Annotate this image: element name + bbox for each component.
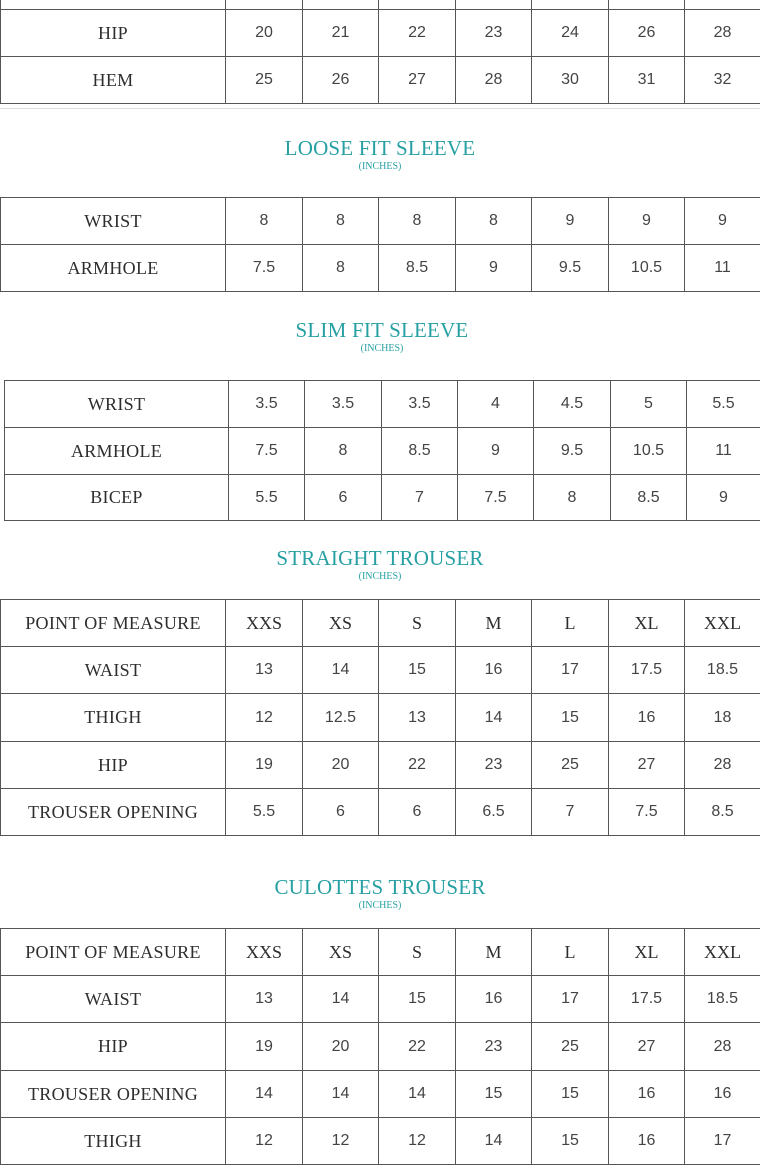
row-label: WAIST bbox=[1, 976, 226, 1023]
cell: 8 bbox=[534, 475, 611, 521]
section-units: (INCHES) bbox=[0, 900, 760, 912]
row-label: THIGH bbox=[1, 694, 226, 742]
cell: 5.5 bbox=[687, 381, 760, 428]
loose-fit-sleeve-table bbox=[0, 197, 760, 292]
cell: 9.5 bbox=[532, 245, 609, 292]
cell: 28 bbox=[685, 742, 760, 789]
size-header: XS bbox=[303, 929, 379, 976]
cell: 16 bbox=[456, 976, 532, 1023]
row-label: POINT OF MEASURE bbox=[1, 600, 226, 647]
cell: 17 bbox=[685, 1118, 760, 1165]
size-header: M bbox=[456, 600, 532, 647]
table-header-row bbox=[1, 600, 760, 647]
cell: 4.5 bbox=[534, 381, 611, 428]
cell: 27 bbox=[379, 57, 456, 104]
row-label: WRIST bbox=[1, 198, 226, 245]
table-row bbox=[1, 245, 760, 292]
cell: 14 bbox=[303, 1071, 379, 1118]
cell: 20 bbox=[303, 742, 379, 789]
cell: 25 bbox=[226, 57, 303, 104]
cell: 14 bbox=[303, 976, 379, 1023]
section-divider bbox=[0, 108, 760, 109]
cell: 17 bbox=[532, 976, 609, 1023]
row-label: TROUSER OPENING bbox=[1, 1071, 226, 1118]
cell: 28 bbox=[685, 10, 760, 57]
cell: 6 bbox=[305, 475, 382, 521]
row-label: HIP bbox=[1, 10, 226, 57]
cell: 18 bbox=[685, 694, 760, 742]
cell: 8 bbox=[226, 198, 303, 245]
cell: 8 bbox=[305, 428, 382, 475]
cell: 12 bbox=[379, 1118, 456, 1165]
section-units: (INCHES) bbox=[2, 343, 760, 355]
section-title: LOOSE FIT SLEEVE bbox=[0, 137, 760, 159]
cell: 28 bbox=[685, 1023, 760, 1071]
table-row bbox=[5, 428, 760, 475]
cell: 27 bbox=[609, 1023, 685, 1071]
row-label: WAIST bbox=[1, 647, 226, 694]
cell: 8 bbox=[303, 198, 379, 245]
cell: 14 bbox=[456, 694, 532, 742]
cell: 18.5 bbox=[685, 647, 760, 694]
cell: 12 bbox=[226, 1118, 303, 1165]
cell: 8 bbox=[379, 198, 456, 245]
cell: 3.5 bbox=[382, 381, 458, 428]
table-row bbox=[5, 381, 760, 428]
straight-trouser-table bbox=[0, 599, 760, 836]
cell: 24 bbox=[532, 10, 609, 57]
cell: 6 bbox=[303, 789, 379, 836]
row-label: ARMHOLE bbox=[5, 428, 229, 475]
size-header: L bbox=[532, 600, 609, 647]
cell: 5.5 bbox=[226, 789, 303, 836]
section-title: CULOTTES TROUSER bbox=[0, 876, 760, 898]
cell: 14 bbox=[226, 1071, 303, 1118]
cell: 28 bbox=[456, 57, 532, 104]
cell: 20 bbox=[226, 10, 303, 57]
cell: 22 bbox=[379, 1023, 456, 1071]
slim-fit-sleeve-table bbox=[4, 380, 760, 521]
cell: 14 bbox=[379, 1071, 456, 1118]
cell: 7.5 bbox=[229, 428, 305, 475]
cell: 10.5 bbox=[609, 245, 685, 292]
cell: 12 bbox=[303, 1118, 379, 1165]
cell: 23 bbox=[456, 10, 532, 57]
cell: 20 bbox=[303, 1023, 379, 1071]
cell: 9 bbox=[456, 245, 532, 292]
row-label: ARMHOLE bbox=[1, 245, 226, 292]
cell: 14 bbox=[303, 647, 379, 694]
cell: 16 bbox=[609, 1071, 685, 1118]
cell: 22 bbox=[379, 10, 456, 57]
cell: 16 bbox=[609, 694, 685, 742]
cell: 5.5 bbox=[229, 475, 305, 521]
table-row bbox=[1, 57, 760, 104]
cell: 9.5 bbox=[534, 428, 611, 475]
size-header: XXS bbox=[226, 929, 303, 976]
cell: 27 bbox=[609, 742, 685, 789]
cell: 7 bbox=[382, 475, 458, 521]
table-row bbox=[1, 1023, 760, 1071]
cell: 19 bbox=[226, 742, 303, 789]
cell: 4 bbox=[458, 381, 534, 428]
size-header: XL bbox=[609, 600, 685, 647]
cell: 21 bbox=[303, 10, 379, 57]
cell: 15 bbox=[532, 1118, 609, 1165]
cell: 15 bbox=[456, 1071, 532, 1118]
row-label: THIGH bbox=[1, 1118, 226, 1165]
cell: 8 bbox=[303, 245, 379, 292]
cell: 9 bbox=[685, 198, 760, 245]
cell: 5 bbox=[611, 381, 687, 428]
cell: 9 bbox=[458, 428, 534, 475]
table-row bbox=[1, 10, 760, 57]
cell: 9 bbox=[687, 475, 760, 521]
cell: 26 bbox=[609, 10, 685, 57]
cell: 7.5 bbox=[458, 475, 534, 521]
cell: 25 bbox=[532, 1023, 609, 1071]
table-row bbox=[1, 1071, 760, 1118]
size-header: XXL bbox=[685, 929, 760, 976]
cell: 23 bbox=[456, 742, 532, 789]
row-label: HEM bbox=[1, 57, 226, 104]
cell: 8 bbox=[456, 198, 532, 245]
cell: 17.5 bbox=[609, 647, 685, 694]
section-units: (INCHES) bbox=[0, 571, 760, 583]
section-title: SLIM FIT SLEEVE bbox=[2, 319, 760, 341]
culottes-trouser-table bbox=[0, 928, 760, 1165]
cell: 8.5 bbox=[379, 245, 456, 292]
cell: 25 bbox=[532, 742, 609, 789]
row-label: HIP bbox=[1, 1023, 226, 1071]
cell: 26 bbox=[303, 57, 379, 104]
table-header-row bbox=[1, 929, 760, 976]
cell: 8.5 bbox=[685, 789, 760, 836]
table-row bbox=[1, 0, 760, 10]
cell: 7 bbox=[532, 789, 609, 836]
cell: 10.5 bbox=[611, 428, 687, 475]
size-header: XXS bbox=[226, 600, 303, 647]
table-row bbox=[1, 694, 760, 742]
cell: 15 bbox=[379, 647, 456, 694]
top-size-table bbox=[0, 0, 760, 104]
cell: 30 bbox=[532, 57, 609, 104]
size-header: L bbox=[532, 929, 609, 976]
cell: 8.5 bbox=[611, 475, 687, 521]
cell: 16 bbox=[609, 1118, 685, 1165]
cell: 9 bbox=[609, 198, 685, 245]
cell: 11 bbox=[685, 245, 760, 292]
size-header: M bbox=[456, 929, 532, 976]
section-title: STRAIGHT TROUSER bbox=[0, 547, 760, 569]
cell: 22 bbox=[379, 742, 456, 789]
cell: 15 bbox=[379, 976, 456, 1023]
cell: 11 bbox=[687, 428, 760, 475]
table-row bbox=[5, 475, 760, 521]
row-label: TROUSER OPENING bbox=[1, 789, 226, 836]
cell: 15 bbox=[532, 1071, 609, 1118]
cell: 8.5 bbox=[382, 428, 458, 475]
cell: 13 bbox=[379, 694, 456, 742]
cell: 6.5 bbox=[456, 789, 532, 836]
table-row bbox=[1, 1118, 760, 1165]
size-header: XS bbox=[303, 600, 379, 647]
row-label: POINT OF MEASURE bbox=[1, 929, 226, 976]
cell: 18.5 bbox=[685, 976, 760, 1023]
cell: 31 bbox=[609, 57, 685, 104]
cell: 6 bbox=[379, 789, 456, 836]
row-label: WRIST bbox=[5, 381, 229, 428]
cell: 9 bbox=[532, 198, 609, 245]
section-units: (INCHES) bbox=[0, 161, 760, 173]
cell: 12 bbox=[226, 694, 303, 742]
size-header: XXL bbox=[685, 600, 760, 647]
table-row bbox=[1, 647, 760, 694]
cell: 19 bbox=[226, 1023, 303, 1071]
row-label: BICEP bbox=[5, 475, 229, 521]
row-label: HIP bbox=[1, 742, 226, 789]
cell: 12.5 bbox=[303, 694, 379, 742]
table-row bbox=[1, 789, 760, 836]
cell: 7.5 bbox=[609, 789, 685, 836]
table-row bbox=[1, 198, 760, 245]
cell: 3.5 bbox=[305, 381, 382, 428]
cell: 13 bbox=[226, 976, 303, 1023]
size-header: XL bbox=[609, 929, 685, 976]
cell: 13 bbox=[226, 647, 303, 694]
cell: 16 bbox=[456, 647, 532, 694]
cell: 32 bbox=[685, 57, 760, 104]
cell: 17.5 bbox=[609, 976, 685, 1023]
cell: 16 bbox=[685, 1071, 760, 1118]
cell: 15 bbox=[532, 694, 609, 742]
size-header: S bbox=[379, 929, 456, 976]
table-row bbox=[1, 976, 760, 1023]
cell: 14 bbox=[456, 1118, 532, 1165]
table-row bbox=[1, 742, 760, 789]
cell: 17 bbox=[532, 647, 609, 694]
cell: 3.5 bbox=[229, 381, 305, 428]
cell: 23 bbox=[456, 1023, 532, 1071]
size-header: S bbox=[379, 600, 456, 647]
cell: 7.5 bbox=[226, 245, 303, 292]
